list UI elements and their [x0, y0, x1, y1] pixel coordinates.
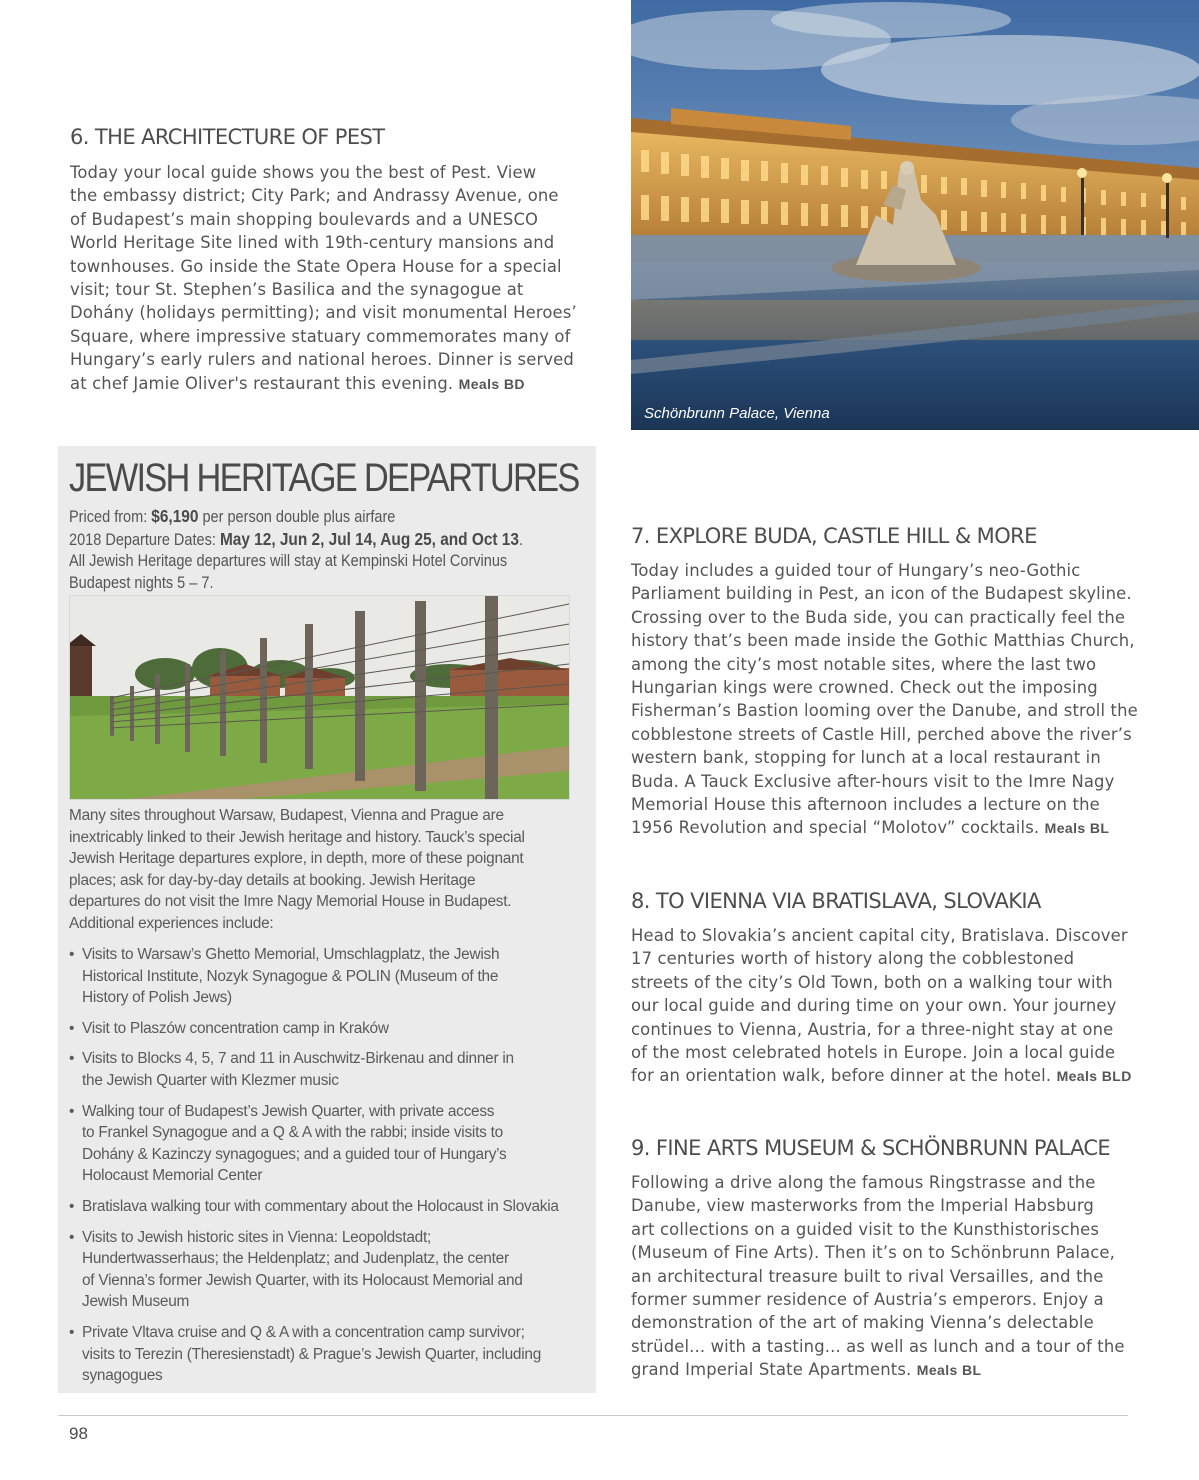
footer-divider [58, 1415, 1128, 1416]
text-line: • Visits to Blocks 4, 5, 7 and 11 in Auschwitz-Birkenau and dinner in [82, 1050, 514, 1068]
meals-label: Meals BD [458, 375, 525, 392]
jewish-heritage-intro [69, 805, 594, 935]
list-item [69, 1196, 589, 1218]
concentration-camp-photo [69, 595, 570, 800]
photo-caption: Schönbrunn Palace, Vienna [644, 405, 830, 422]
text-line: History of Polish Jews) [82, 989, 232, 1007]
text-line: • Private Vltava cruise and Q & A with a concentration camp survivor; [82, 1323, 525, 1341]
text-line-content: for an orientation walk, before dinner at the hotel. [631, 1066, 1052, 1086]
meals-label: Meals BLD [1056, 1068, 1132, 1085]
hotel-line-1: All Jewish Heritage departures will stay at Kempinski Hotel Corvinus [69, 552, 508, 570]
section-6-body [70, 161, 600, 396]
list-item [69, 1018, 589, 1040]
dates-prefix: 2018 Departure Dates: [69, 531, 216, 549]
text-line: Hungary’s early rulers and national heroes. Dinner is served [70, 350, 574, 370]
text-line: Historical Institute, Nozyk Synagogue & POLIN (Museum of the [82, 967, 499, 985]
schonbrunn-palace-photo [631, 0, 1199, 430]
meals-label: Meals BL [916, 1362, 982, 1379]
section-6-title: 6. THE ARCHITECTURE OF PEST [70, 125, 385, 149]
text-line: Hundertwasserhaus; the Heldenplatz; and Judenplatz, the center [82, 1250, 509, 1268]
price-line [69, 505, 395, 528]
text-line: departures do not visit the Imre Nagy Memorial House in Budapest. [69, 893, 512, 911]
text-line: streets of the city’s Old Town, both on a walking tour with [631, 972, 1113, 992]
text-line: of Vienna’s former Jewish Quarter, with its Holocaust Memorial and [82, 1271, 523, 1289]
text-line: Today includes a guided tour of Hungary’s neo-Gothic [631, 561, 1081, 580]
text-line: Square, where impressive statuary commemorates many of [70, 326, 571, 346]
section-8-body [631, 924, 1191, 1089]
text-line: continues to Vienna, Austria, for a three-night stay at one [631, 1019, 1114, 1039]
text-line: • Visits to Warsaw’s Ghetto Memorial, Umschlagplatz, the Jewish [82, 946, 500, 963]
text-line: • Visit to Plaszów concentration camp in Kraków [82, 1019, 389, 1037]
text-line: western bank, stopping for lunch at a local restaurant in [631, 748, 1101, 768]
dates-suffix: . [518, 531, 523, 549]
text-line: 17 centuries worth of history along the cobblestoned [631, 949, 1075, 969]
list-item [69, 1101, 589, 1187]
text-line: Head to Slovakia’s ancient capital city, Bratislava. Discover [631, 926, 1128, 945]
text-line: places; ask for day-by-day details at booking. Jewish Heritage [69, 871, 476, 889]
text-line: Memorial House this afternoon includes a lecture on the [631, 795, 1100, 815]
text-line: Danube, view masterworks from the Imperial Habsburg [631, 1196, 1094, 1216]
list-item [69, 1048, 589, 1091]
text-line: the embassy district; City Park; and Andrassy Avenue, one [70, 186, 559, 206]
text-line: Jewish Heritage departures explore, in depth, more of these poignant [69, 850, 524, 868]
text-line: of the most celebrated hotels in Europe. Join a local guide [631, 1043, 1116, 1063]
list-item [69, 944, 589, 1009]
text-line: Dohány & Kazinczy synagogues; and a guided tour of Hungary’s [82, 1145, 507, 1163]
text-line: synagogues [82, 1367, 163, 1385]
text-line: World Heritage Site lined with 19th-century mansions and [70, 233, 555, 253]
section-9-title: 9. FINE ARTS MUSEUM & SCHÖNBRUNN PALACE [631, 1136, 1111, 1160]
text-line [631, 816, 1191, 840]
list-item [69, 1227, 589, 1313]
text-line: Hungarian kings were crowned. Check out the imposing [631, 678, 1098, 698]
price-prefix: Priced from: [69, 508, 148, 526]
hotel-line-2: Budapest nights 5 – 7. [69, 574, 214, 592]
text-line: to Frankel Synagogue and a Q & A with the rabbi; inside visits to [82, 1124, 503, 1142]
text-line: Following a drive along the famous Ringstrasse and the [631, 1173, 1096, 1192]
jewish-heritage-title: JEWISH HERITAGE DEPARTURES [69, 456, 579, 500]
experiences-list [69, 944, 589, 1396]
text-line: the Jewish Quarter with Klezmer music [82, 1071, 339, 1089]
camp-illustration [70, 596, 569, 799]
text-line: Holocaust Memorial Center [82, 1167, 263, 1185]
text-line-content: 1956 Revolution and special “Molotov” cocktails. [631, 818, 1040, 838]
text-line-content: at chef Jamie Oliver's restaurant this evening. [70, 373, 454, 393]
meals-label: Meals BL [1044, 820, 1110, 837]
text-line: Additional experiences include: [69, 914, 274, 932]
departure-dates-line [69, 528, 523, 551]
section-8-title: 8. TO VIENNA VIA BRATISLAVA, SLOVAKIA [631, 889, 1041, 913]
text-line: Many sites throughout Warsaw, Budapest, Vienna and Prague are [69, 807, 504, 824]
text-line: Crossing over to the Buda side, you can practically feel the [631, 607, 1126, 627]
section-9-body [631, 1171, 1191, 1383]
text-line: visits to Terezin (Theresienstadt) & Prague’s Jewish Quarter, including [82, 1345, 542, 1363]
text-line: demonstration of the art of making Vienna’s delectable [631, 1313, 1094, 1333]
text-line: art collections on a guided visit to the Kunsthistorisches [631, 1219, 1100, 1239]
text-line: of Budapest’s main shopping boulevards and a UNESCO [70, 209, 539, 229]
text-line: Parliament building in Pest, an icon of the Budapest skyline. [631, 584, 1132, 604]
text-line: Dohány (holidays permitting); and visit monumental Heroes’ [70, 303, 577, 323]
text-line: (Museum of Fine Arts). Then it’s on to Schönbrunn Palace, [631, 1243, 1116, 1263]
text-line: former summer residence of Austria’s emperors. Enjoy a [631, 1290, 1104, 1310]
text-line: Buda. A Tauck Exclusive after-hours visit to the Imre Nagy [631, 771, 1115, 791]
text-line: cobblestone streets of Castle Hill, perched above the river’s [631, 724, 1132, 744]
text-line: inextricably linked to their Jewish heritage and history. Tauck’s special [69, 828, 525, 846]
text-line: • Walking tour of Budapest’s Jewish Quarter, with private access [82, 1102, 495, 1120]
text-line-content: grand Imperial State Apartments. [631, 1360, 912, 1380]
list-item [69, 1322, 589, 1387]
text-line: an architectural treasure built to rival Versailles, and the [631, 1266, 1104, 1286]
price-suffix: per person double plus airfare [202, 508, 396, 526]
section-7-body [631, 559, 1191, 841]
text-line [631, 1064, 1191, 1088]
text-line [70, 372, 600, 396]
text-line: • Visits to Jewish historic sites in Vienna: Leopoldstadt; [82, 1228, 432, 1246]
text-line: Today your local guide shows you the best of Pest. View [70, 163, 537, 182]
text-line [631, 1358, 1191, 1382]
text-line: strüdel... with a tasting... as well as lunch and a tour of the [631, 1336, 1125, 1356]
text-line: among the city’s most notable sites, where the last two [631, 654, 1097, 674]
text-line: • Bratislava walking tour with commentary about the Holocaust in Slovakia [82, 1197, 559, 1215]
dates-value: May 12, Jun 2, Jul 14, Aug 25, and Oct 13 [219, 529, 519, 549]
text-line: Fisherman’s Bastion looming over the Danube, and stroll the [631, 701, 1138, 721]
text-line: townhouses. Go inside the State Opera House for a special [70, 256, 562, 276]
palace-illustration [631, 0, 1199, 430]
page-number: 98 [69, 1424, 88, 1443]
text-line: our local guide and during time on your own. Your journey [631, 996, 1117, 1016]
text-line: history that’s been made inside the Gothic Matthias Church, [631, 631, 1135, 651]
text-line: Jewish Museum [82, 1293, 190, 1311]
price-value: $6,190 [151, 506, 199, 526]
text-line: visit; tour St. Stephen’s Basilica and the synagogue at [70, 280, 524, 300]
section-7-title: 7. EXPLORE BUDA, CASTLE HILL & MORE [631, 524, 1037, 548]
